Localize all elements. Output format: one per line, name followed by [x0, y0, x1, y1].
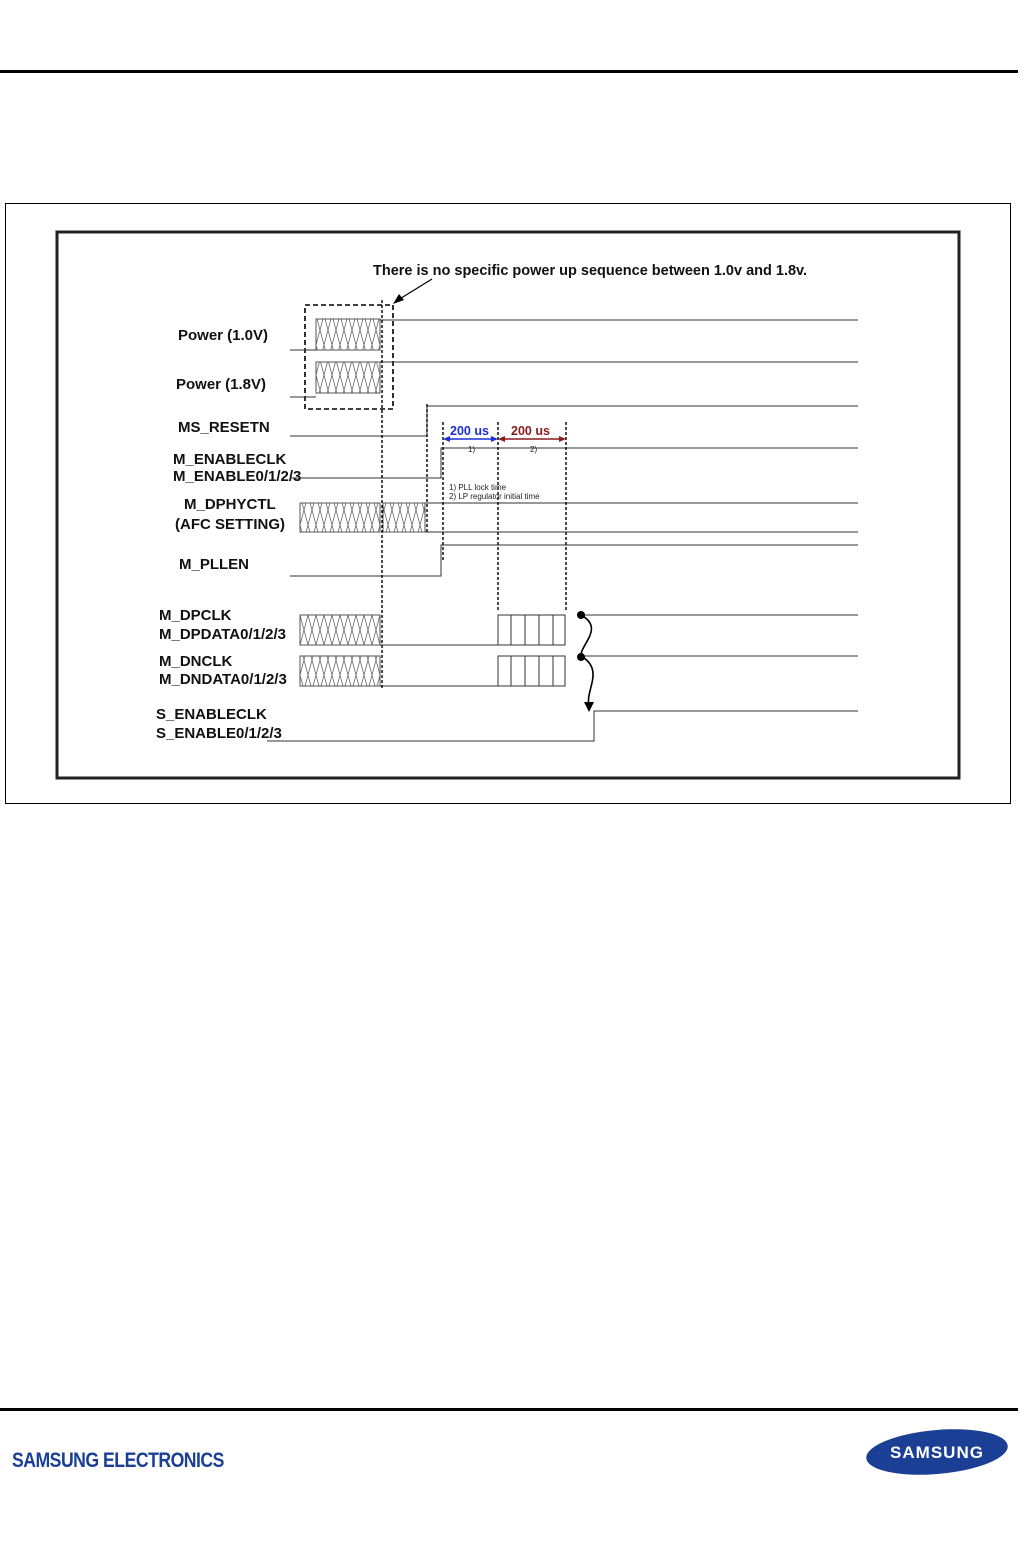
waveforms — [267, 319, 858, 741]
label-m-dphyctl: M_DPHYCTL — [184, 496, 276, 513]
company-name: SAMSUNG ELECTRONICS — [12, 1449, 224, 1472]
label-s-enableclk: S_ENABLECLK — [156, 706, 267, 723]
m-dphyctl-undefined-2 — [383, 503, 425, 532]
label-ms-resetn: MS_RESETN — [178, 419, 270, 436]
label-s-enable: S_ENABLE0/1/2/3 — [156, 725, 282, 742]
note-arrow — [398, 279, 432, 300]
s-enable-wave — [267, 711, 858, 741]
power-1v0-undefined — [316, 319, 380, 350]
m-dphyctl-undefined-1 — [300, 503, 380, 532]
logo-text: SAMSUNG — [890, 1443, 984, 1462]
label-m-dnclk: M_DNCLK — [159, 653, 233, 670]
m-pllen-wave — [290, 545, 858, 576]
m-dp-undefined — [300, 615, 380, 645]
footnote-1: 1) PLL lock time — [449, 483, 507, 492]
label-m-dndata: M_DNDATA0/1/2/3 — [159, 671, 287, 688]
label-m-enable: M_ENABLE0/1/2/3 — [173, 468, 302, 485]
label-m-pllen: M_PLLEN — [179, 556, 250, 573]
interval1-tag: 1) — [468, 445, 476, 454]
interval1-label: 200 us — [450, 424, 489, 438]
m-dp-bits — [498, 615, 565, 645]
power-1v8-undefined — [316, 362, 380, 393]
m-dn-undefined — [300, 656, 380, 686]
m-dn-bits — [498, 656, 565, 686]
label-m-dpclk: M_DPCLK — [159, 607, 232, 624]
dp-dot — [577, 611, 585, 619]
note-text: There is no specific power up sequence between 1.0v and 1.8v. — [373, 263, 808, 279]
m-enable-wave — [290, 448, 858, 478]
label-m-enableclk: M_ENABLECLK — [173, 451, 287, 468]
interval2-label: 200 us — [511, 424, 550, 438]
note-arrowhead — [393, 294, 404, 304]
footer-rule — [0, 1408, 1018, 1411]
dn-dot — [577, 653, 585, 661]
samsung-logo — [865, 1426, 1009, 1478]
interval2-tag: 2) — [530, 445, 538, 454]
label-m-dpdata: M_DPDATA0/1/2/3 — [159, 626, 286, 643]
label-power-1v0: Power (1.0V) — [178, 327, 269, 344]
ms-resetn-wave — [290, 406, 858, 436]
s-enable-arrowhead — [584, 702, 594, 712]
label-power-1v8: Power (1.8V) — [176, 376, 267, 393]
footnote-2: 2) LP regulator initial time — [449, 492, 540, 501]
label-afc-setting: (AFC SETTING) — [175, 516, 285, 533]
